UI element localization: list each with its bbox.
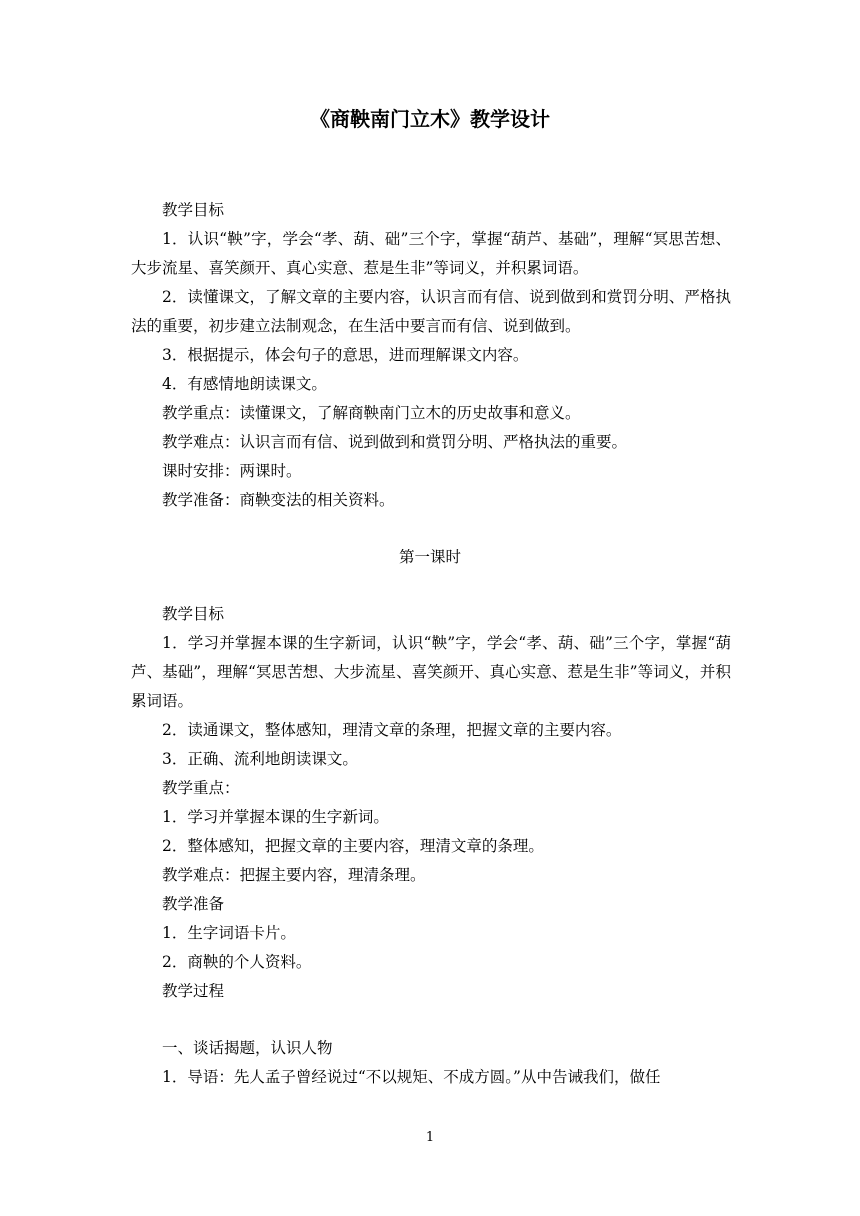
objective-2: 2．读懂课文，了解文章的主要内容，认识言而有信、说到做到和赏罚分明、严格执法的重要，初步建立法制观念，在生活中要言而有信、说到做到。: [131, 288, 731, 335]
lesson-prep-1: 1．生字词语卡片。: [162, 924, 296, 942]
lesson-key-1: 1．学习并掌握本课的生字新词。: [162, 808, 389, 826]
lesson-process-heading: 教学过程: [162, 982, 225, 1000]
lesson-prep-heading: 教学准备: [162, 895, 225, 913]
lesson-prep-2: 2．商鞅的个人资料。: [162, 953, 312, 971]
objective-3: 3．根据提示，体会句子的意思，进而理解课文内容。: [162, 346, 529, 364]
lesson-objectives-heading: 教学目标: [162, 605, 225, 623]
document-title: 《商鞅南门立木》教学设计: [310, 107, 550, 131]
lesson-objective-3: 3．正确、流利地朗读课文。: [162, 750, 358, 768]
lesson-key-2: 2．整体感知，把握文章的主要内容，理清文章的条理。: [162, 837, 544, 855]
key-point: 教学重点：读懂课文，了解商鞅南门立木的历史故事和意义。: [162, 404, 581, 422]
page-number: 1: [425, 1130, 435, 1145]
schedule: 课时安排：两课时。: [162, 462, 302, 480]
lesson-key-heading: 教学重点：: [162, 779, 240, 797]
lesson-difficulty: 教学难点：把握主要内容，理清条理。: [162, 866, 426, 884]
objective-4: 4．有感情地朗读课文。: [162, 375, 327, 393]
step-1-text: 1．导语：先人孟子曾经说过“不以规矩、不成方圆。”从中告诫我们，做任: [162, 1068, 661, 1086]
difficulty: 教学难点：认识言而有信、说到做到和赏罚分明、严格执法的重要。: [162, 433, 628, 451]
step-1-heading: 一、谈话揭题，认识人物: [162, 1039, 333, 1057]
objectives-heading: 教学目标: [162, 201, 225, 219]
preparation: 教学准备：商鞅变法的相关资料。: [162, 491, 395, 509]
lesson-objective-1: 1．学习并掌握本课的生字新词，认识“鞅”字，学会“孝、葫、础”三个字，掌握“葫芦、基础”，理解“冥思苦想、大步流星、喜笑颜开、真心实意、惹是生非”等词义，并积累词语。: [131, 634, 731, 710]
objective-1: 1．认识“鞅”字，学会“孝、葫、础”三个字，掌握“葫芦、基础”，理解“冥思苦想、大步流星、喜笑颜开、真心实意、惹是生非”等词义，并积累词语。: [131, 230, 731, 277]
lesson-heading: 第一课时: [398, 548, 461, 566]
lesson-objective-2: 2．读通课文，整体感知，理清文章的条理，把握文章的主要内容。: [162, 721, 622, 739]
